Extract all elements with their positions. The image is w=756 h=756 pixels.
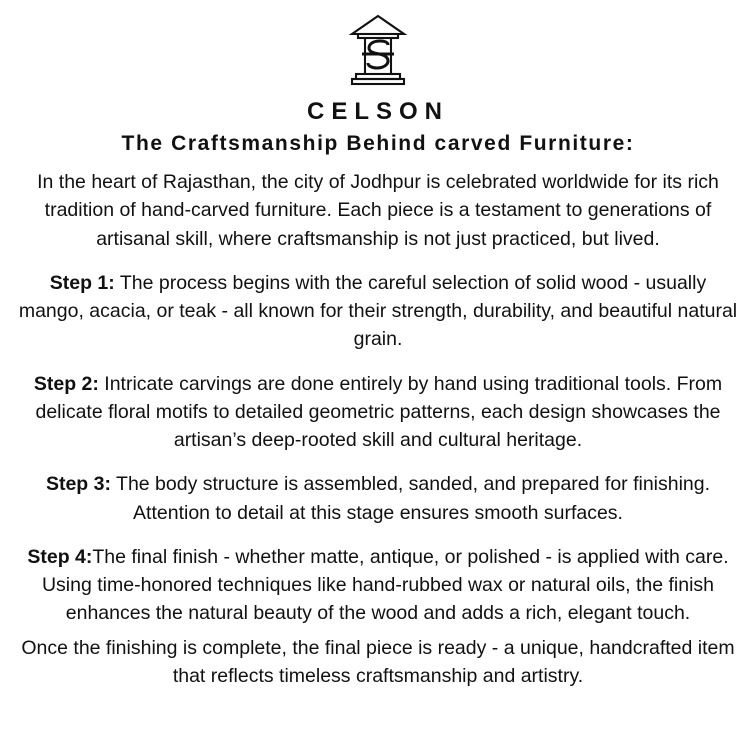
- step-3-text: The body structure is assembled, sanded, and prepared for finishing. Attention to detail at this stage ensures smooth surfaces.: [110, 473, 711, 524]
- closing-paragraph: Once the finishing is complete, the final piece is ready - a unique, handcrafted item that reflects timeless craftsmanship and artistry.: [21, 636, 735, 687]
- intro-paragraph: In the heart of Rajasthan, the city of Jodhpur is celebrated worldwide for its rich tradition of hand-carved furniture. Each piece is a testament to generations of artisanal skill, where craftsmanship is not just practiced, but lived.: [37, 171, 719, 250]
- step-2-label: Step 2:: [33, 372, 99, 395]
- step-4-paragraph: [18, 543, 738, 628]
- page-title: The Craftsmanship Behind carved Furniture:: [121, 132, 635, 155]
- step-2-text: Intricate carvings are done entirely by hand using traditional tools. From delicate floral motifs to detailed geometric patterns, each design showcases the artisan’s deep-rooted skill and cultural heritage.: [35, 372, 723, 452]
- step-2-paragraph: [18, 370, 738, 455]
- step-3-label: Step 3:: [45, 473, 111, 496]
- celson-monogram-icon: [332, 12, 424, 90]
- brand-name: CELSON: [306, 98, 449, 125]
- step-1-label: Step 1:: [49, 271, 115, 294]
- step-1-text: The process begins with the careful selection of solid wood - usually mango, acacia, or teak - all known for their strength, durability, and beautiful natural grain.: [18, 271, 738, 351]
- step-3-paragraph: [18, 470, 738, 527]
- brand-logo: [332, 12, 424, 90]
- step-4-text: The final finish - whether matte, antique, or polished - is applied with care. Using time-honored techniques like hand-rubbed wax or natural oils, the finish enhances the natural beauty of the wood and adds a rich, elegant touch.: [41, 545, 729, 625]
- step-4-label: Step 4:: [27, 545, 93, 568]
- step-1-paragraph: [18, 269, 738, 354]
